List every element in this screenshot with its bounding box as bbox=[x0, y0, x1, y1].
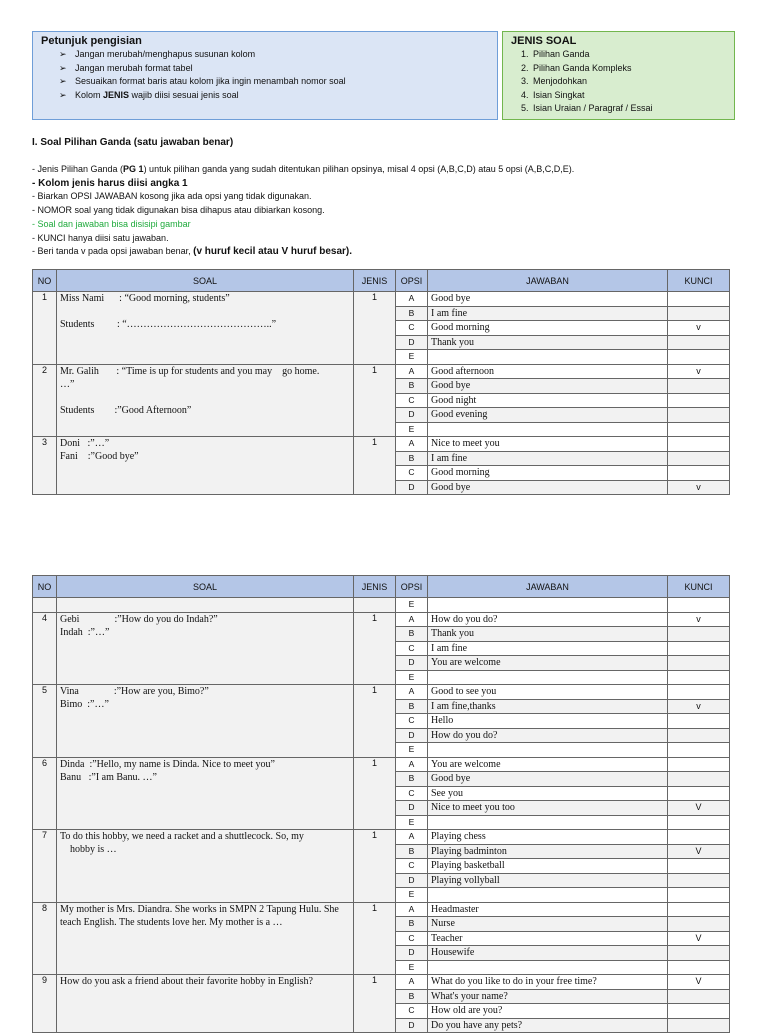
option-letter: B bbox=[396, 451, 428, 466]
table-row bbox=[33, 364, 730, 379]
question-text-line: Fani :”Good bye” bbox=[60, 451, 139, 462]
option-letter: B bbox=[396, 379, 428, 394]
question-number: 6 bbox=[33, 757, 57, 830]
question-number: 7 bbox=[33, 830, 57, 903]
table-row bbox=[33, 685, 730, 700]
table-row bbox=[33, 598, 730, 613]
question-type: 1 bbox=[354, 612, 396, 685]
question-number: 1 bbox=[33, 292, 57, 365]
answer-text: You are welcome bbox=[428, 656, 668, 671]
question-text-line: Gebi :”How do you do Indah?” bbox=[60, 613, 218, 625]
answer-key bbox=[668, 598, 730, 613]
answer-text bbox=[428, 815, 668, 830]
answer-key bbox=[668, 728, 730, 743]
answer-key bbox=[668, 379, 730, 394]
answer-key: V bbox=[668, 801, 730, 816]
option-letter: C bbox=[396, 466, 428, 481]
question-text-line: Students :”Good Afternoon” bbox=[60, 404, 192, 416]
answer-key bbox=[668, 989, 730, 1004]
instruction-bold-text: PG 1 bbox=[123, 164, 144, 174]
answer-key bbox=[668, 1004, 730, 1019]
answer-text: How old are you? bbox=[428, 1004, 668, 1019]
option-letter: B bbox=[396, 917, 428, 932]
filling-instructions-box bbox=[32, 31, 498, 120]
questions-table bbox=[32, 575, 730, 1033]
column-header-opsi: OPSI bbox=[396, 270, 428, 292]
instruction-item bbox=[59, 89, 489, 103]
question-text bbox=[57, 757, 354, 830]
answer-key: V bbox=[668, 931, 730, 946]
question-number: 3 bbox=[33, 437, 57, 495]
answer-key bbox=[668, 757, 730, 772]
instruction-line bbox=[32, 163, 732, 177]
instruction-line: - Soal dan jawaban bisa disisipi gambar bbox=[32, 218, 191, 229]
answer-key: v bbox=[668, 699, 730, 714]
answer-text: I am fine bbox=[428, 641, 668, 656]
question-type-item: 2. Pilihan Ganda Kompleks bbox=[531, 62, 726, 76]
option-letter: D bbox=[396, 656, 428, 671]
answer-text: Good bye bbox=[428, 772, 668, 787]
question-type-item: 3. Menjodohkan bbox=[531, 75, 726, 89]
answer-text: What's your name? bbox=[428, 989, 668, 1004]
answer-key: V bbox=[668, 975, 730, 990]
answer-key bbox=[668, 350, 730, 365]
answer-text: Nurse bbox=[428, 917, 668, 932]
column-header-soal: SOAL bbox=[57, 576, 354, 598]
question-types-list bbox=[511, 48, 726, 116]
answer-key bbox=[668, 859, 730, 874]
question-text-line: Dinda :”Hello, my name is Dinda. Nice to meet you” bbox=[60, 758, 275, 770]
answer-text: Do you have any pets? bbox=[428, 1018, 668, 1033]
question-text bbox=[57, 292, 354, 365]
option-letter: E bbox=[396, 888, 428, 903]
answer-key bbox=[668, 946, 730, 961]
question-text-line: Students : “……………………………………..” bbox=[60, 319, 277, 330]
answer-key bbox=[668, 292, 730, 307]
instruction-line: - Kolom jenis harus diisi angka 1 bbox=[32, 177, 188, 189]
instruction-line: - NOMOR soal yang tidak digunakan bisa dihapus atau dibiarkan kosong. bbox=[32, 205, 325, 216]
answer-text bbox=[428, 422, 668, 437]
filling-instructions-list bbox=[41, 48, 489, 102]
answer-text: Playing basketball bbox=[428, 859, 668, 874]
answer-key bbox=[668, 306, 730, 321]
question-type: 1 bbox=[354, 757, 396, 830]
question-text-line: How do you ask a friend about their favorite hobby in English? bbox=[60, 976, 313, 987]
column-header-opsi: OPSI bbox=[396, 576, 428, 598]
question-text bbox=[57, 830, 354, 903]
question-text-line bbox=[60, 305, 350, 318]
answer-text: You are welcome bbox=[428, 757, 668, 772]
answer-key bbox=[668, 815, 730, 830]
option-letter: C bbox=[396, 1004, 428, 1019]
option-letter: E bbox=[396, 670, 428, 685]
column-header-kunci: KUNCI bbox=[668, 576, 730, 598]
question-number: 9 bbox=[33, 975, 57, 1033]
option-letter: A bbox=[396, 902, 428, 917]
question-type-item: 1. Pilihan Ganda bbox=[531, 48, 726, 62]
option-letter: D bbox=[396, 1018, 428, 1033]
option-letter: A bbox=[396, 757, 428, 772]
question-type: 1 bbox=[354, 364, 396, 437]
answer-text: I am fine bbox=[428, 306, 668, 321]
answer-text: Nice to meet you bbox=[428, 437, 668, 452]
answer-key bbox=[668, 627, 730, 642]
answer-text: Good morning bbox=[428, 321, 668, 336]
option-letter: E bbox=[396, 350, 428, 365]
question-types-title: JENIS SOAL bbox=[511, 35, 577, 47]
answer-text: Good night bbox=[428, 393, 668, 408]
answer-text bbox=[428, 743, 668, 758]
option-letter: D bbox=[396, 801, 428, 816]
instruction-text: - Jenis Pilihan Ganda ( bbox=[32, 164, 124, 174]
question-text-line: Indah :”…” bbox=[60, 626, 110, 638]
answer-text: Headmaster bbox=[428, 902, 668, 917]
question-number: 2 bbox=[33, 364, 57, 437]
question-text-line: Bimo :”…” bbox=[60, 699, 109, 710]
table-header-row bbox=[33, 270, 730, 292]
option-letter: A bbox=[396, 437, 428, 452]
question-types-box bbox=[502, 31, 735, 120]
answer-text bbox=[428, 670, 668, 685]
answer-key bbox=[668, 743, 730, 758]
option-letter: C bbox=[396, 641, 428, 656]
answer-text: Thank you bbox=[428, 335, 668, 350]
answer-text: Good to see you bbox=[428, 685, 668, 700]
table-row bbox=[33, 830, 730, 845]
answer-text bbox=[428, 598, 668, 613]
question-text-line: Vina :”How are you, Bimo?” bbox=[60, 686, 209, 697]
question-type-item: 4. Isian Singkat bbox=[531, 89, 726, 103]
option-letter: C bbox=[396, 786, 428, 801]
option-letter: D bbox=[396, 408, 428, 423]
question-text-line: Doni :”…” bbox=[60, 438, 110, 449]
answer-key bbox=[668, 960, 730, 975]
question-number bbox=[33, 598, 57, 613]
multiple-choice-instructions bbox=[32, 163, 732, 259]
answer-key: v bbox=[668, 321, 730, 336]
option-letter: A bbox=[396, 975, 428, 990]
column-header-jenis: JENIS bbox=[354, 576, 396, 598]
question-type: 1 bbox=[354, 292, 396, 365]
answer-key bbox=[668, 1018, 730, 1033]
answer-key bbox=[668, 902, 730, 917]
question-text bbox=[57, 902, 354, 975]
option-letter: A bbox=[396, 364, 428, 379]
option-letter: B bbox=[396, 627, 428, 642]
table-row bbox=[33, 612, 730, 627]
instruction-text: ) untuk pilihan ganda yang sudah ditentukan pilihan opsinya, misal 4 opsi (A,B,C,D) atau 5 opsi (A,B,C,D,E). bbox=[143, 164, 575, 174]
answer-key bbox=[668, 917, 730, 932]
question-number: 5 bbox=[33, 685, 57, 758]
answer-key bbox=[668, 466, 730, 481]
answer-key bbox=[668, 656, 730, 671]
instruction-line: - KUNCI hanya diisi satu jawaban. bbox=[32, 232, 169, 243]
option-letter: B bbox=[396, 772, 428, 787]
option-letter: A bbox=[396, 612, 428, 627]
option-letter: E bbox=[396, 815, 428, 830]
question-text-line: Mr. Galih : “Time is up for students and you may go home. bbox=[60, 365, 320, 377]
question-text bbox=[57, 685, 354, 758]
answer-key: V bbox=[668, 844, 730, 859]
answer-key bbox=[668, 641, 730, 656]
question-text bbox=[57, 612, 354, 685]
instruction-line: - Biarkan OPSI JAWABAN kosong jika ada opsi yang tidak digunakan. bbox=[32, 191, 312, 202]
question-type: 1 bbox=[354, 437, 396, 495]
option-letter: C bbox=[396, 859, 428, 874]
answer-text: What do you like to do in your free time? bbox=[428, 975, 668, 990]
answer-text: I am fine bbox=[428, 451, 668, 466]
answer-text: Teacher bbox=[428, 931, 668, 946]
answer-key bbox=[668, 830, 730, 845]
question-type bbox=[354, 598, 396, 613]
question-text-line: …” bbox=[60, 378, 75, 390]
instruction-text: - Beri tanda v pada opsi jawaban benar, bbox=[32, 246, 194, 257]
question-text-line: hobby is … bbox=[60, 844, 117, 855]
answer-key: v bbox=[668, 480, 730, 495]
column-header-kunci: KUNCI bbox=[668, 270, 730, 292]
option-letter: E bbox=[396, 422, 428, 437]
instruction-line bbox=[32, 245, 732, 259]
answer-text bbox=[428, 888, 668, 903]
table-row bbox=[33, 902, 730, 917]
option-letter: D bbox=[396, 873, 428, 888]
answer-key bbox=[668, 786, 730, 801]
column-header-no: NO bbox=[33, 270, 57, 292]
question-type: 1 bbox=[354, 902, 396, 975]
section-title: I. Soal Pilihan Ganda (satu jawaban benar) bbox=[32, 137, 234, 148]
answer-text: See you bbox=[428, 786, 668, 801]
option-letter: D bbox=[396, 728, 428, 743]
answer-text: Nice to meet you too bbox=[428, 801, 668, 816]
question-text-line: My mother is Mrs. Diandra. She works in SMPN 2 Tapung Hulu. She bbox=[60, 903, 339, 915]
option-letter: C bbox=[396, 321, 428, 336]
answer-key bbox=[668, 335, 730, 350]
answer-text: I am fine,thanks bbox=[428, 699, 668, 714]
question-text-line: teach English. The students love her. My mother is a … bbox=[60, 916, 283, 928]
instruction-item: ➢ Jangan merubah/menghapus susunan kolom bbox=[59, 48, 489, 62]
option-letter: B bbox=[396, 306, 428, 321]
answer-text bbox=[428, 350, 668, 365]
question-type: 1 bbox=[354, 685, 396, 758]
answer-text: Playing badminton bbox=[428, 844, 668, 859]
answer-key bbox=[668, 888, 730, 903]
answer-text: Hello bbox=[428, 714, 668, 729]
option-letter: E bbox=[396, 960, 428, 975]
answer-text: Good bye bbox=[428, 480, 668, 495]
question-text bbox=[57, 598, 354, 613]
instruction-text: Kolom bbox=[75, 89, 104, 100]
questions-table bbox=[32, 269, 730, 495]
question-text-line: To do this hobby, we need a racket and a shuttlecock. So, my bbox=[60, 831, 304, 842]
instruction-text: wajib diisi sesuai jenis soal bbox=[129, 89, 239, 100]
instruction-bold-text: JENIS bbox=[103, 89, 130, 100]
table-row bbox=[33, 757, 730, 772]
option-letter: D bbox=[396, 480, 428, 495]
answer-key bbox=[668, 873, 730, 888]
answer-text: Good afternoon bbox=[428, 364, 668, 379]
option-letter: A bbox=[396, 685, 428, 700]
answer-text: How do you do? bbox=[428, 612, 668, 627]
option-letter: C bbox=[396, 393, 428, 408]
column-header-jawaban: JAWABAN bbox=[428, 270, 668, 292]
answer-key bbox=[668, 772, 730, 787]
question-type: 1 bbox=[354, 975, 396, 1033]
answer-key: v bbox=[668, 364, 730, 379]
answer-text bbox=[428, 960, 668, 975]
question-text-line bbox=[60, 391, 350, 404]
answer-text: Housewife bbox=[428, 946, 668, 961]
answer-text: Thank you bbox=[428, 627, 668, 642]
question-text bbox=[57, 364, 354, 437]
option-letter: D bbox=[396, 335, 428, 350]
instruction-item: ➢ Jangan merubah format tabel bbox=[59, 62, 489, 76]
instruction-bold-text: (v huruf kecil atau V huruf besar). bbox=[193, 246, 353, 258]
option-letter: B bbox=[396, 844, 428, 859]
column-header-soal: SOAL bbox=[57, 270, 354, 292]
table-row bbox=[33, 292, 730, 307]
instruction-item: ➢ Sesuaikan format baris atau kolom jika ingin menambah nomor soal bbox=[59, 75, 489, 89]
column-header-jawaban: JAWABAN bbox=[428, 576, 668, 598]
column-header-jenis: JENIS bbox=[354, 270, 396, 292]
option-letter: E bbox=[396, 743, 428, 758]
table-row bbox=[33, 975, 730, 990]
answer-key bbox=[668, 422, 730, 437]
answer-key bbox=[668, 408, 730, 423]
filling-instructions-title: Petunjuk pengisian bbox=[41, 35, 142, 47]
option-letter: E bbox=[396, 598, 428, 613]
option-letter: B bbox=[396, 989, 428, 1004]
table-header-row bbox=[33, 576, 730, 598]
option-letter: D bbox=[396, 946, 428, 961]
option-letter: A bbox=[396, 830, 428, 845]
answer-text: Good bye bbox=[428, 292, 668, 307]
answer-key bbox=[668, 437, 730, 452]
answer-text: How do you do? bbox=[428, 728, 668, 743]
question-number: 8 bbox=[33, 902, 57, 975]
answer-key bbox=[668, 670, 730, 685]
question-text-line: Miss Nami : “Good morning, students” bbox=[60, 293, 230, 304]
answer-text: Good morning bbox=[428, 466, 668, 481]
option-letter: C bbox=[396, 714, 428, 729]
answer-text: Playing chess bbox=[428, 830, 668, 845]
answer-key bbox=[668, 714, 730, 729]
option-letter: C bbox=[396, 931, 428, 946]
option-letter: A bbox=[396, 292, 428, 307]
question-number: 4 bbox=[33, 612, 57, 685]
question-type: 1 bbox=[354, 830, 396, 903]
answer-text: Good bye bbox=[428, 379, 668, 394]
answer-key bbox=[668, 451, 730, 466]
question-type-item: 5. Isian Uraian / Paragraf / Essai bbox=[531, 102, 726, 116]
answer-key bbox=[668, 393, 730, 408]
table-row bbox=[33, 437, 730, 452]
question-text-line: Banu :”I am Banu. …” bbox=[60, 771, 157, 783]
option-letter: B bbox=[396, 699, 428, 714]
answer-text: Playing vollyball bbox=[428, 873, 668, 888]
answer-key: v bbox=[668, 612, 730, 627]
column-header-no: NO bbox=[33, 576, 57, 598]
question-text bbox=[57, 437, 354, 495]
answer-key bbox=[668, 685, 730, 700]
answer-text: Good evening bbox=[428, 408, 668, 423]
